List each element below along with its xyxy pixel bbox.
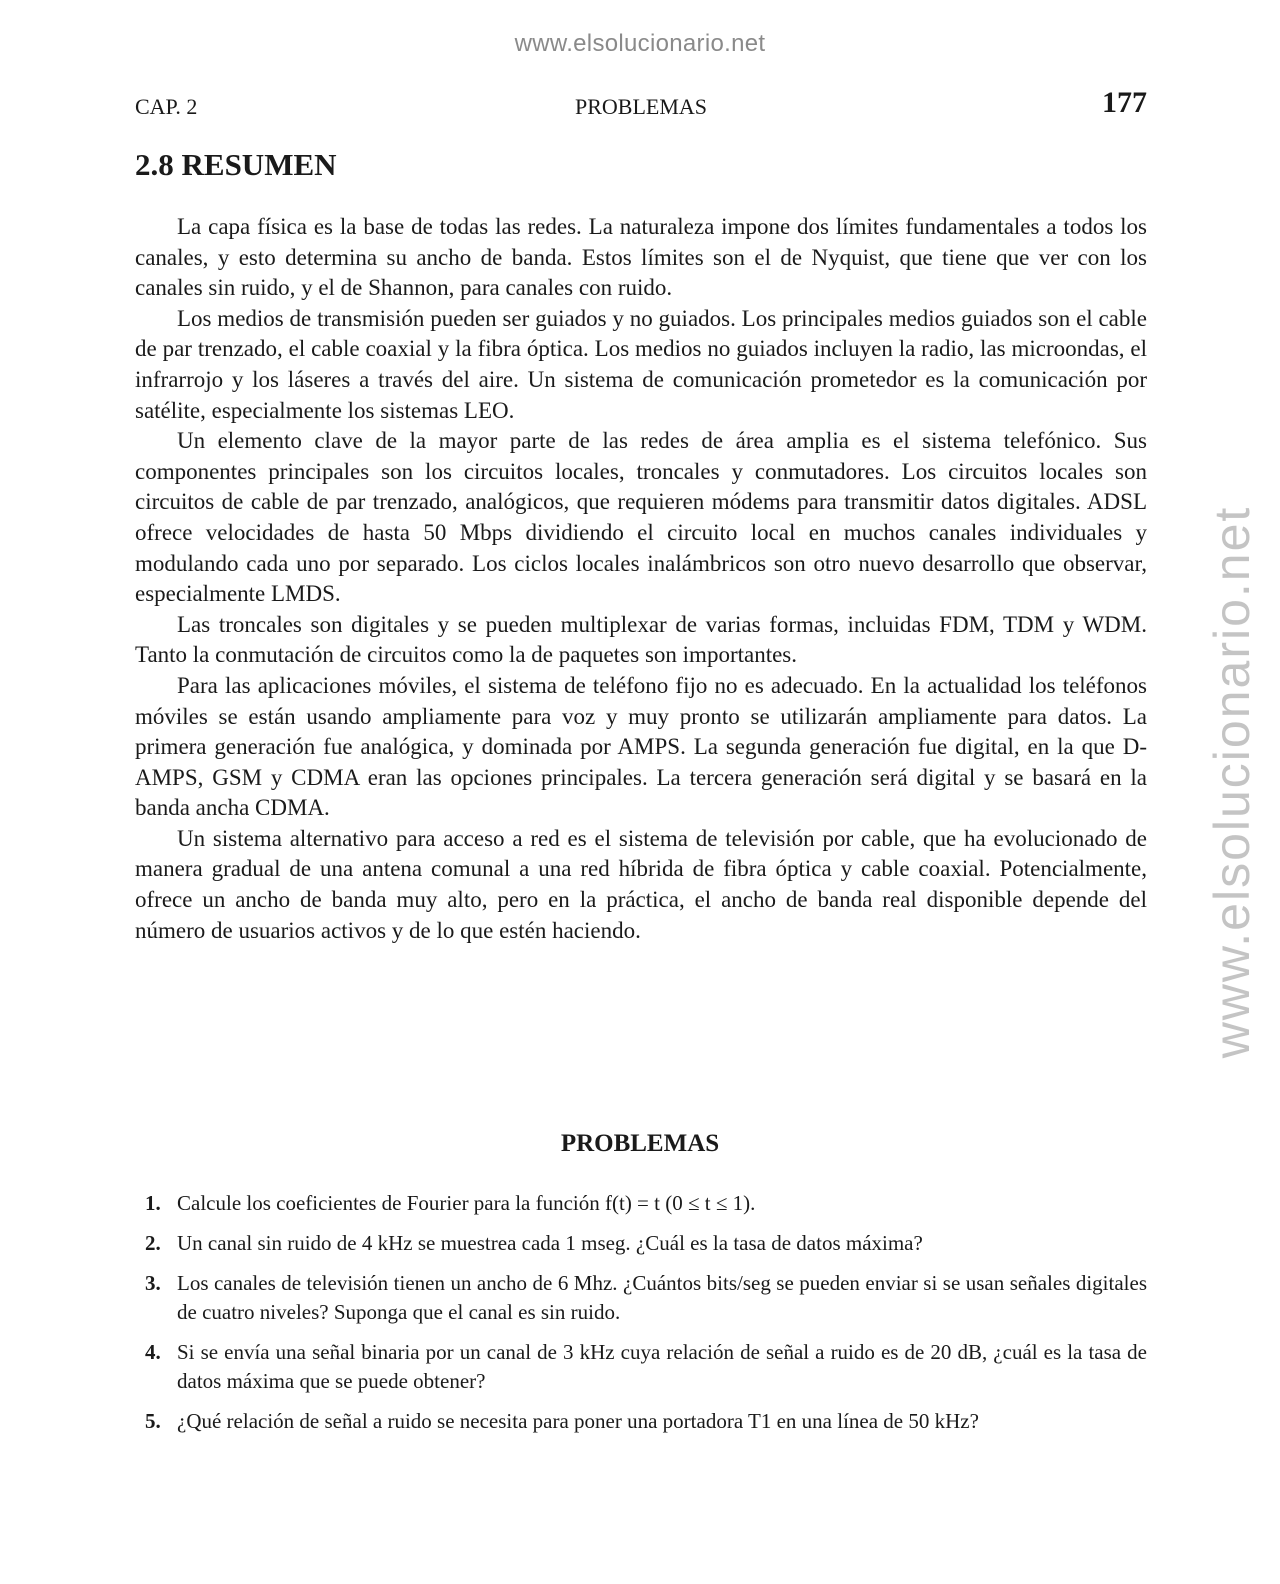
summary-paragraph: Un sistema alternativo para acceso a red es el sistema de televisión por cable, que ha evolucionado de manera gradual de una antena comunal a una red híbrida de fibra óptica y cable coaxial. Potencialmente, ofrece un ancho de banda muy alto, pero en la práctica, el ancho de banda real disponible depende del número de usuarios activos y de lo que estén haciendo. — [135, 825, 1147, 943]
problems-list — [135, 1189, 1147, 1447]
problem-text: Los canales de televisión tienen un ancho de 6 Mhz. ¿Cuántos bits/seg se pueden enviar si se usan señales digitales de cuatro niveles? Suponga que el canal es sin ruido. — [177, 1271, 1147, 1324]
problem-number: 4. — [145, 1340, 161, 1364]
summary-paragraph: Un elemento clave de la mayor parte de las redes de área amplia es el sistema telefónico. Sus componentes principales son los circuitos locales, troncales y conmutadores. Los circuitos locales son circuitos de cable de par trenzado, analógicos, que requieren módems para transmitir datos digitales. ADSL ofrece velocidades de hasta 50 Mbps dividiendo el circuito local en muchos canales individuales y modulando cada uno por separado. Los ciclos locales inalámbricos son otro nuevo desarrollo que observar, especialmente LMDS. — [135, 428, 1147, 607]
problem-item — [135, 1407, 1147, 1436]
summary-paragraph: Para las aplicaciones móviles, el sistema de teléfono fijo no es adecuado. En la actualidad los teléfonos móviles se están usando ampliamente para voz y muy pronto se utilizarán ampliamente para datos. La primera generación fue analógica, y dominada por AMPS. La segunda generación fue digital, en la que D-AMPS, GSM y CDMA eran las opciones principales. La tercera generación será digital y se basará en la banda ancha CDMA. — [135, 672, 1147, 821]
problem-text: Calcule los coeficientes de Fourier para la función f(t) = t (0 ≤ t ≤ 1). — [177, 1191, 756, 1215]
page-number: 177 — [1102, 86, 1147, 119]
watermark-top: www.elsolucionario.net — [514, 30, 766, 57]
watermark-side: www.elsolucionario.net — [1204, 505, 1260, 1059]
problem-text: ¿Qué relación de señal a ruido se necesita para poner una portadora T1 en una línea de 50 kHz? — [177, 1409, 979, 1433]
problem-item — [135, 1189, 1147, 1218]
problem-text: Un canal sin ruido de 4 kHz se muestrea cada 1 mseg. ¿Cuál es la tasa de datos máxima? — [177, 1231, 923, 1255]
problem-number: 3. — [145, 1271, 161, 1295]
summary-paragraph: Los medios de transmisión pueden ser guiados y no guiados. Los principales medios guiados son el cable de par trenzado, el cable coaxial y la fibra óptica. Los medios no guiados incluyen la radio, las microondas, el infrarrojo y los láseres a través del aire. Un sistema de comunicación prometedor es la comunicación por satélite, especialmente los sistemas LEO. — [135, 305, 1147, 423]
chapter-label: CAP. 2 — [135, 94, 198, 119]
problem-text: Si se envía una señal binaria por un canal de 3 kHz cuya relación de señal a ruido es de 20 dB, ¿cuál es la tasa de datos máxima que se puede obtener? — [177, 1340, 1147, 1393]
problems-title: PROBLEMAS — [560, 1130, 720, 1157]
running-head — [135, 84, 1147, 128]
problem-item — [135, 1229, 1147, 1258]
summary-body — [135, 212, 1147, 946]
summary-paragraph: La capa física es la base de todas las redes. La naturaleza impone dos límites fundamentales a todos los canales, y esto determina su ancho de banda. Estos límites son el de Nyquist, que tiene que ver con los canales sin ruido, y el de Shannon, para canales con ruido. — [135, 214, 1147, 301]
running-head-title: PROBLEMAS — [574, 94, 708, 119]
problem-item — [135, 1338, 1147, 1396]
problem-item — [135, 1269, 1147, 1327]
summary-paragraph: Las troncales son digitales y se pueden multiplexar de varias formas, incluidas FDM, TDM y WDM. Tanto la conmutación de circuitos como la de paquetes son importantes. — [135, 611, 1147, 668]
section-title: 2.8 RESUMEN — [135, 147, 337, 182]
problem-number: 2. — [145, 1231, 161, 1255]
problem-number: 5. — [145, 1409, 161, 1433]
problem-number: 1. — [145, 1191, 161, 1215]
